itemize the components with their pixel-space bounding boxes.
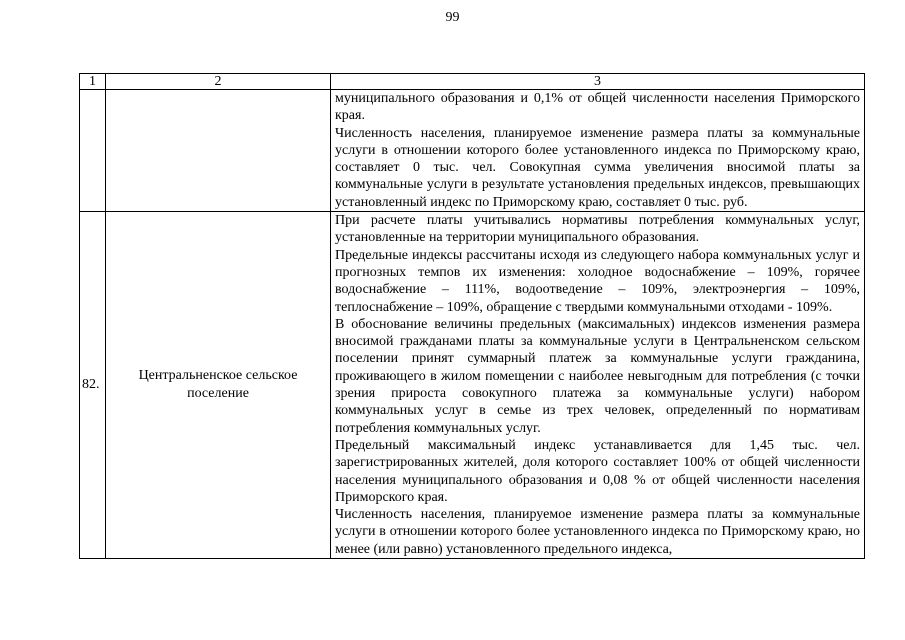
paragraph: Численность населения, планируемое изменение размера платы за коммунальные услуги в отношении которого более установленного индекса по Приморскому краю, но менее (или равно) установленного предельного индекса,: [335, 507, 860, 557]
table-row: [80, 212, 865, 559]
paragraph: муниципального образования и 0,1% от общей численности населения Приморского края.: [335, 91, 860, 124]
row-description-cell: [331, 90, 865, 212]
header-col-1: 1: [80, 74, 106, 90]
header-col-2: 2: [106, 74, 331, 90]
row-name-cell-empty: [106, 90, 331, 212]
paragraph: Предельные индексы рассчитаны исходя из следующего набора коммунальных услуг и прогнозных темпов их изменения: холодное водоснабжение – 109%, горячее водоснабжение – 111%, водоотведение – 109%, электроэнергия – 109%, теплоснабжение – 109%, обращение с твердыми коммунальными отходами - 109%.: [335, 247, 860, 315]
table-header-row: [80, 74, 865, 90]
header-col-3: 3: [331, 74, 865, 90]
paragraph: В обоснование величины предельных (максимальных) индексов изменения размера вносимой гражданами платы за коммунальные услуги в Центральненском сельском поселении принят суммарный платеж за коммунальные услуги гражданина, проживающего в жилом помещении с наиболее невыгодным для потребления (с точки зрения прироста совокупного платежа за коммунальные услуги) набором коммунальных услуг в семье из трех человек, определенный по нормативам потребления коммунальных услуг.: [335, 316, 860, 436]
row-description-cell: [331, 212, 865, 559]
page-number: 99: [445, 10, 460, 25]
paragraph: Численность населения, планируемое изменение размера платы за коммунальные услуги в отношении которого более установленного индекса по Приморскому краю, составляет 0 тыс. чел. Совокупная сумма увеличения вносимой платы за коммунальные услуги в результате установления предельных индексов, превышающих установленный индекс по Приморскому краю, составляет 0 тыс. руб.: [335, 125, 860, 210]
tariff-table: [79, 73, 865, 559]
settlement-name: Центральненское сельское поселение: [106, 212, 331, 559]
paragraph: При расчете платы учитывались нормативы потребления коммунальных услуг, установленные на территории муниципального образования.: [335, 213, 860, 246]
row-number: 82.: [80, 212, 106, 559]
table-row-continuation: [80, 90, 865, 212]
row-number-cell-empty: [80, 90, 106, 212]
paragraph: Предельный максимальный индекс устанавливается для 1,45 тыс. чел. зарегистрированных жителей, доля которого составляет 100% от общей численности населения муниципального образования и 0,08 % от общей численности населения Приморского края.: [335, 437, 860, 505]
